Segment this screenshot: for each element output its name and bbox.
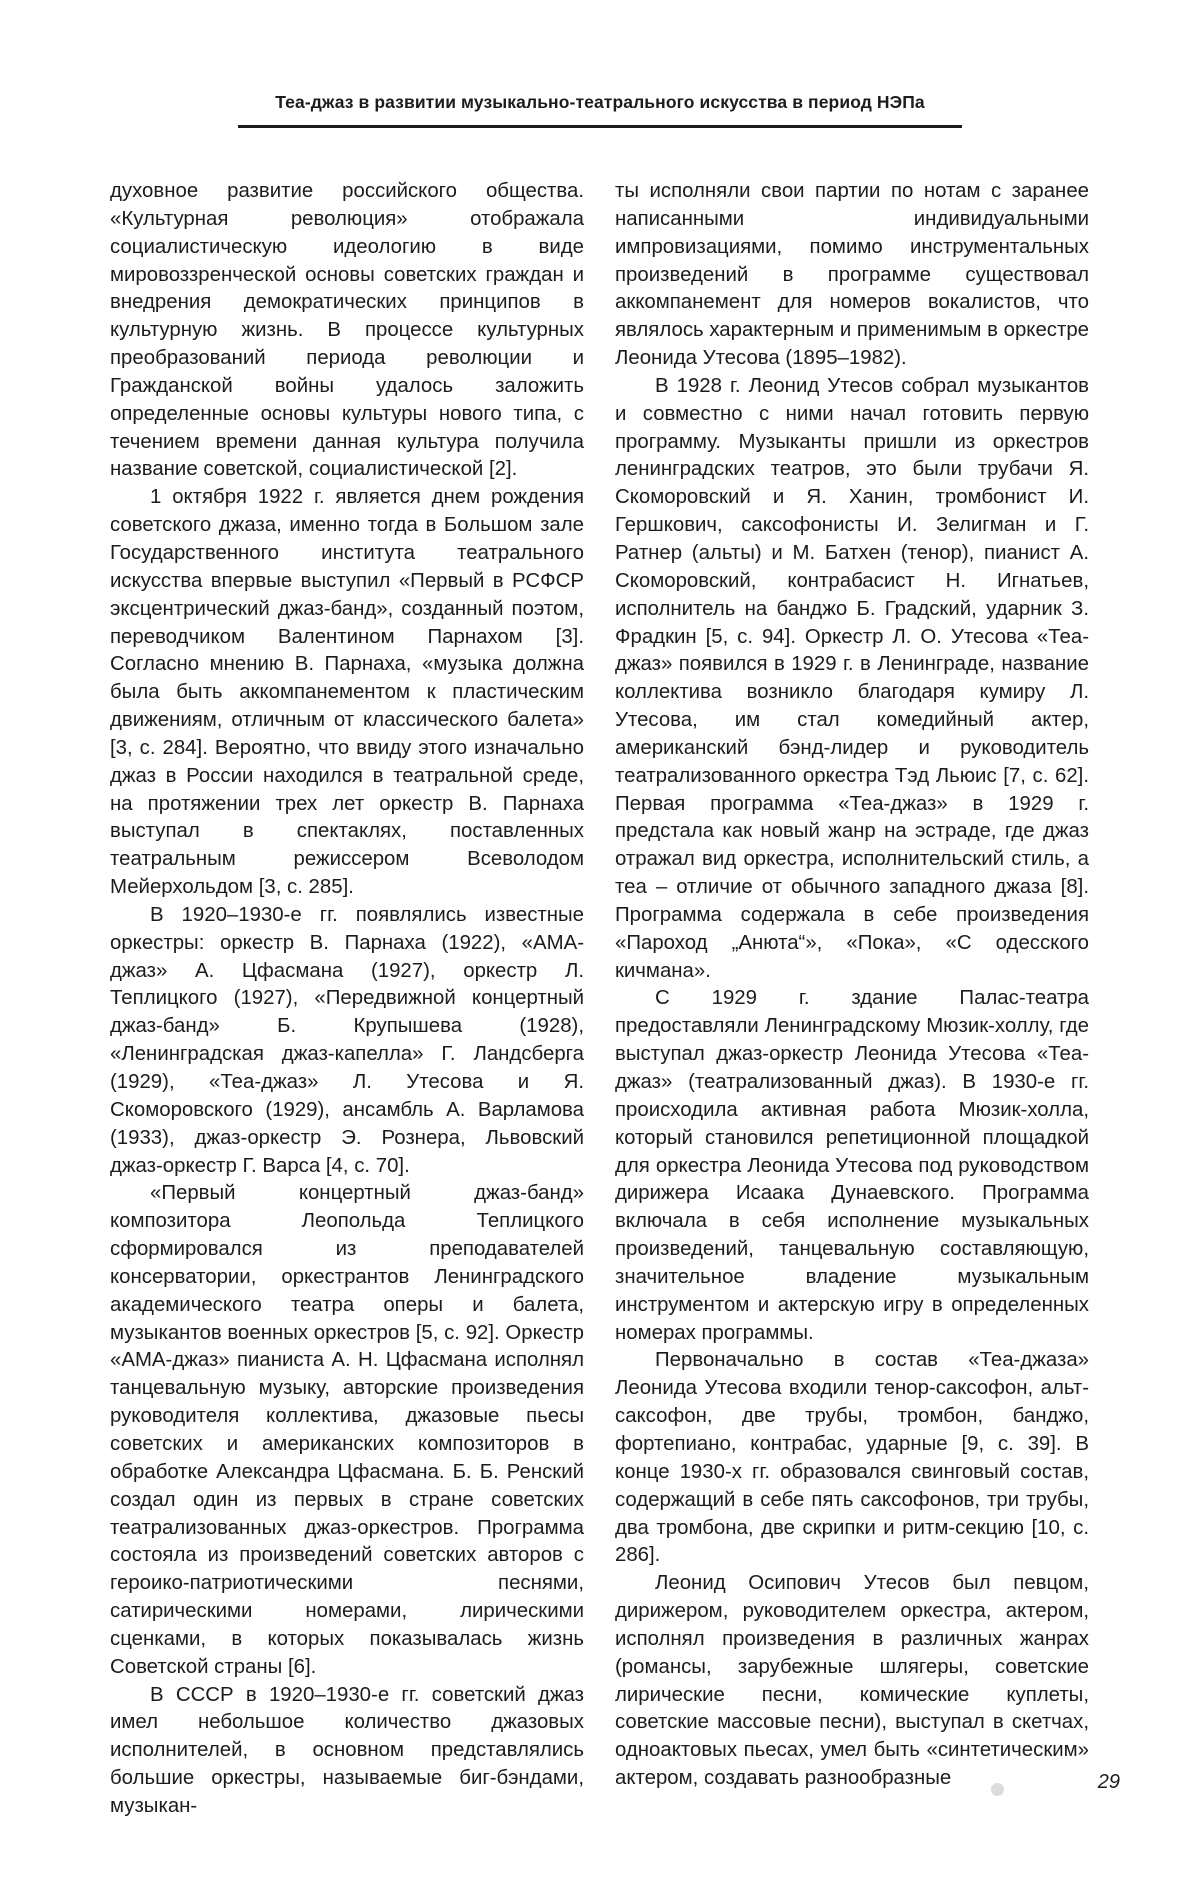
paragraph: духовное развитие российского общества. «Культурная революция» отображала социалистическую идеологию в виде мировоззренческой основы советских граждан и внедрения демократических принципов в культурную жизнь. В процессе культурных преобразований периода революции и Гражданской войны удалось заложить определенные основы культуры нового типа, с течением времени данная культура получила название советской, социалистической [2].	[110, 180, 584, 481]
header-rule	[238, 125, 962, 128]
paragraph: Первоначально в состав «Теа-джаза» Леонида Утесова входили тенор-саксофон, альт-саксофон, две трубы, тромбон, банджо, фортепиано, контрабас, ударные [9, с. 39]. В конце 1930-х гг. образовался свинговый состав, содержащий в себе пять саксофонов, три трубы, два тромбона, две скрипки и ритм-секцию [10, с. 286].	[615, 1349, 1089, 1567]
paragraph: Леонид Осипович Утесов был певцом, дирижером, руководителем оркестра, актером, исполнял произведения в различных жанрах (романсы, зарубежные шлягеры, советские лирические песни, комические куплеты, советские массовые песни), выступал в скетчах, одноактовых пьесах, умел быть «синтетическим» актером, создавать разнообразные	[615, 1572, 1089, 1790]
paragraph: В СССР в 1920–1930-е гг. советский джаз имел небольшое количество джазовых исполнителей, в основном представлялись большие оркестры, называемые биг-бэндами, музыкан-	[110, 1683, 584, 1817]
left-column	[110, 178, 584, 1821]
paragraph: В 1928 г. Леонид Утесов собрал музыкантов и совместно с ними начал готовить первую программу. Музыканты пришли из оркестров ленинградских театров, это были трубачи Я. Скоморовский и Я. Ханин, тромбонист И. Гершкович, саксофонисты И. Зелигман и Г. Ратнер (альты) и М. Батхен (тенор), пианист А. Скоморовский, контрабасист Н. Игнатьев, исполнитель на банджо Б. Градский, ударник З. Фрадкин [5, с. 94]. Оркестр Л. О. Утесова «Теа-джаз» появился в 1929 г. в Ленинграде, название коллектива возникло благодаря кумиру Л. Утесова, им стал комедийный актер, американский бэнд-лидер и руководитель театрализованного оркестра Тэд Льюис [7, с. 62]. Первая программа «Теа-джаз» в 1929 г. предстала как новый жанр на эстраде, где джаз отражал вид оркестра, исполнительский стиль, а теа – отличие от обычного западного джаза [8]. Программа содержала в себе произведения «Пароход „Анюта“», «Пока», «С одесского кичмана».	[615, 374, 1089, 982]
right-column	[615, 178, 1089, 1793]
paragraph: С 1929 г. здание Палас-театра предоставляли Ленинградскому Мюзик-холлу, где выступал джаз-оркестр Леонида Утесова «Теа-джаз» (театрализованный джаз). В 1930-е гг. происходила активная работа Мюзик-холла, который становился репетиционной площадкой для оркестра Леонида Утесова под руководством дирижера Исаака Дунаевского. Программа включала в себя исполнение музыкальных произведений, танцевальную составляющую, значительное владение музыкальным инструментом и актерскую игру в определенных номерах программы.	[615, 987, 1089, 1344]
page-number: 29	[1097, 1771, 1120, 1793]
paragraph: «Первый концертный джаз-банд» композитора Леопольда Теплицкого сформировался из преподавателей консерватории, оркестрантов Ленинградского академического театра оперы и балета, музыкантов военных оркестров [5, с. 92]. Оркестр «АМА-джаз» пианиста А. Н. Цфасмана исполнял танцевальную музыку, авторские произведения руководителя коллектива, джазовые пьесы советских и американских композиторов в обработке Александра Цфасмана. Б. Б. Ренский создал один из первых в стране советских театрализованных джаз-оркестров. Программа состояла из произведений советских авторов с героико-патриотическими песнями, сатирическими номерами, лирическими сценками, в которых показывалась жизнь Советской страны [6].	[110, 1182, 584, 1678]
paragraph: 1 октября 1922 г. является днем рождения советского джаза, именно тогда в Большом зале Государственного института театрального искусства впервые выступил «Первый в РСФСР эксцентрический джаз-банд», созданный поэтом, переводчиком Валентином Парнахом [3]. Согласно мнению В. Парнаха, «музыка должна была быть аккомпанементом к пластическим движениям, отличным от классического балета» [3, с. 284]. Вероятно, что ввиду этого изначально джаз в России находился в театральной среде, на протяжении трех лет оркестр В. Парнаха выступал в спектаклях, поставленных театральным режиссером Всеволодом Мейерхольдом [3, с. 285].	[110, 486, 584, 899]
paragraph: ты исполняли свои партии по нотам с заранее написанными индивидуальными импровизациями, помимо инструментальных произведений в программе существовал аккомпанемент для номеров вокалистов, что являлось характерным и применимым в оркестре Леонида Утесова (1895–1982).	[615, 180, 1089, 370]
running-header: Теа-джаз в развитии музыкально-театрального искусства в период НЭПа	[275, 92, 925, 112]
paragraph: В 1920–1930-е гг. появлялись известные оркестры: оркестр В. Парнаха (1922), «АМА-джаз» А. Цфасмана (1927), оркестр Л. Теплицкого (1927), «Передвижной концертный джаз-банд» Б. Крупышева (1928), «Ленинградская джаз-капелла» Г. Ландсберга (1929), «Теа-джаз» Л. Утесова и Я. Скоморовского (1929), ансамбль А. Варламова (1933), джаз-оркестр Э. Рознера, Львовский джаз-оркестр Г. Варса [4, с. 70].	[110, 903, 584, 1177]
page-dot-icon	[991, 1783, 1004, 1796]
